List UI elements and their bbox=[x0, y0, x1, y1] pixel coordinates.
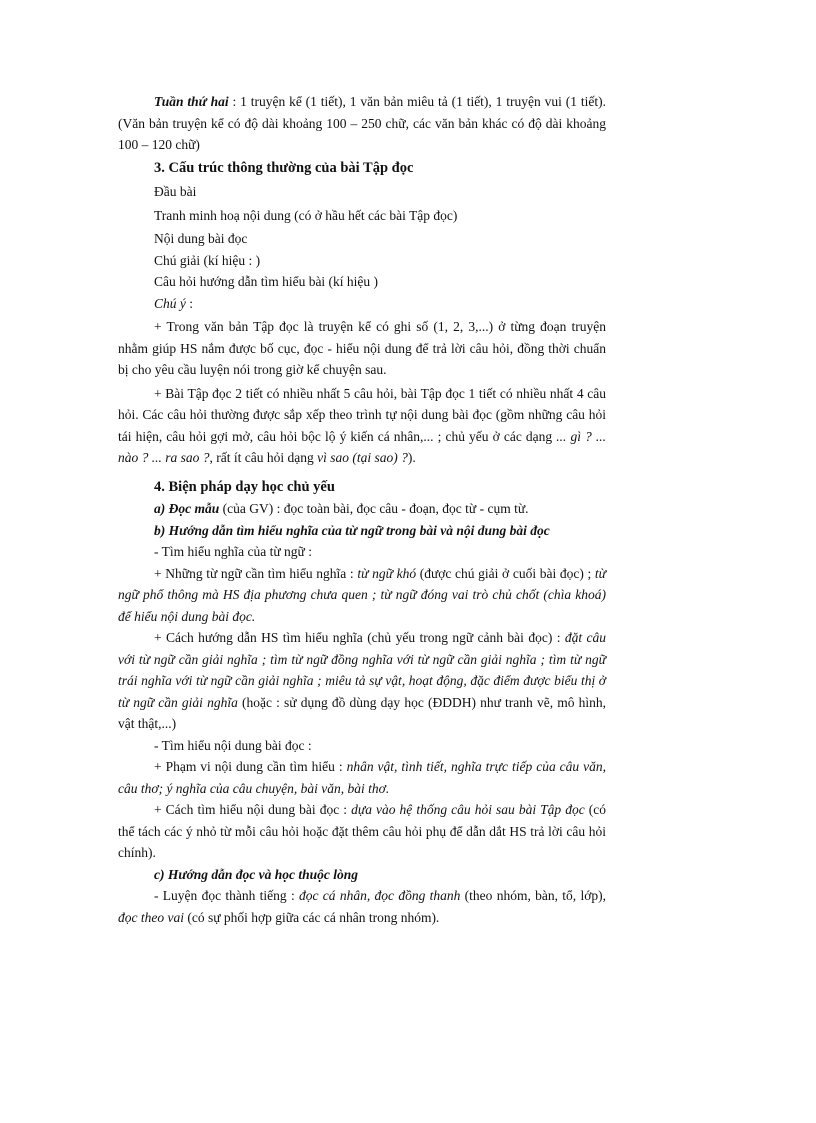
item-b-3-text-b: đặt câu với từ ngữ cần giải nghĩa ; tìm từ ngữ đồng nghĩa với từ ngữ cần giải nghĩa ; tìm từ ngữ trái nghĩa với từ ngữ cần giải nghĩa ; miêu tả sự vật, hoạt động, đặc điểm được biểu thị ở từ ngữ cần giải nghĩa bbox=[118, 630, 606, 710]
item-c-1-text-e: (có sự phối hợp giữa các cá nhân trong nhóm). bbox=[183, 909, 440, 925]
item-b-6 bbox=[118, 799, 606, 864]
item-b-3-text-a: + Cách hướng dẫn HS tìm hiểu nghĩa (chủ yếu trong ngữ cảnh bài đọc) : bbox=[154, 630, 565, 645]
item-c-1-text-b: đọc cá nhân, đọc đồng thanh bbox=[299, 888, 461, 903]
item-b-6-text-c: (có thể tách các ý nhỏ từ mỗi câu hỏi hoặc đặt thêm câu hỏi phụ để dẫn dắt HS trả lời câu hỏi chính). bbox=[118, 802, 606, 860]
section-3-heading: 3. Cấu trúc thông thường của bài Tập đọc bbox=[154, 159, 414, 176]
item-c-1-text-a: - Luyện đọc thành tiếng : bbox=[154, 888, 300, 903]
section-4-heading: 4. Biện pháp dạy học chủ yếu bbox=[154, 478, 335, 495]
structure-item-1: Đầu bài bbox=[154, 184, 197, 199]
item-b-4: - Tìm hiểu nội dung bài đọc : bbox=[154, 737, 312, 753]
item-c-1-text-d: đọc theo vai bbox=[118, 909, 184, 925]
item-b-heading bbox=[118, 520, 606, 542]
note-2-text-d: vì sao (tại sao) ? bbox=[317, 450, 408, 465]
structure-item-3: Nội dung bài đọc bbox=[154, 231, 248, 246]
item-b-5 bbox=[118, 756, 606, 799]
item-b-2-text-c: (được chú giải ở cuối bài đọc) ; bbox=[416, 565, 595, 581]
structure-item-4: Chú giải (kí hiệu : ) bbox=[154, 252, 261, 268]
note-2-text-e: ). bbox=[407, 450, 416, 465]
note-label bbox=[154, 293, 606, 315]
item-b-2-text-a: + Những từ ngữ cần tìm hiểu nghĩa : bbox=[154, 565, 358, 581]
item-b-1: - Tìm hiểu nghĩa của từ ngữ : bbox=[154, 544, 312, 559]
item-a-text: (của GV) : đọc toàn bài, đọc câu - đoạn, đọc từ - cụm từ. bbox=[219, 501, 529, 516]
item-a-label: a) Đọc mẫu bbox=[154, 501, 220, 516]
item-b-6-text-b: dựa vào hệ thống câu hỏi sau bài Tập đọc bbox=[351, 802, 585, 817]
note-2-text-b: ... gì ? ... nào ? ... ra sao ? bbox=[118, 428, 606, 465]
item-b-5-text-b: nhân vật, tình tiết, nghĩa trực tiếp của câu văn, câu thơ; ý nghĩa của câu chuyện, bài văn, bài thơ. bbox=[118, 759, 606, 796]
item-b-2-text-b: từ ngữ khó bbox=[357, 565, 417, 581]
item-b-2-text-d: từ ngữ phổ thông mà HS địa phương chưa quen ; từ ngữ đóng vai trò chủ chốt (chìa khoá) để hiểu nội dung bài đọc. bbox=[118, 565, 606, 624]
note-2 bbox=[118, 383, 606, 469]
item-b-3-text-c: (hoặc : sử dụng đồ dùng dạy học (ĐDDH) như tranh vẽ, mô hình, vật thật,...) bbox=[118, 694, 606, 731]
item-b-label: b) Hướng dẫn tìm hiểu nghĩa của từ ngữ trong bài và nội dung bài đọc bbox=[154, 522, 550, 538]
item-c-1-text-c: (theo nhóm, bàn, tổ, lớp), bbox=[460, 888, 606, 903]
note-label-text: Chú ý bbox=[154, 295, 186, 311]
paragraph-week-two bbox=[118, 91, 606, 156]
item-b-5-text-a: + Phạm vi nội dung cần tìm hiểu : bbox=[154, 759, 347, 774]
week-two-label: Tuần thứ hai bbox=[154, 94, 229, 109]
structure-item-2: Tranh minh hoạ nội dung (có ở hầu hết các bài Tập đọc) bbox=[154, 207, 458, 223]
structure-item-5: Câu hỏi hướng dẫn tìm hiểu bài (kí hiệu ) bbox=[154, 274, 379, 289]
document-page bbox=[118, 91, 606, 928]
note-1: + Trong văn bản Tập đọc là truyện kể có ghi số (1, 2, 3,...) ở từng đoạn truyện nhằm giúp HS nắm được bố cục, đọc - hiểu nội dung để trả lời câu hỏi, đồng thời chuẩn bị cho yêu cầu luyện nói trong giờ kể chuyện sau. bbox=[118, 319, 606, 377]
item-b-6-text-a: + Cách tìm hiểu nội dung bài đọc : bbox=[154, 802, 352, 817]
item-c-label: c) Hướng dẫn đọc và học thuộc lòng bbox=[154, 866, 358, 882]
item-a bbox=[118, 498, 606, 520]
item-c-1 bbox=[118, 885, 606, 928]
item-b-3 bbox=[118, 627, 606, 735]
item-c-heading bbox=[118, 864, 606, 886]
item-b-2 bbox=[118, 563, 606, 628]
note-2-text-c: , rất ít câu hỏi dạng bbox=[209, 450, 318, 465]
note-2-text-a: + Bài Tập đọc 2 tiết có nhiều nhất 5 câu hỏi, bài Tập đọc 1 tiết có nhiều nhất 4 câu hỏi. Các câu hỏi thường được sắp xếp theo trình tự nội dung bài đọc (gồm những câu hỏi tái hiện, câu hỏi gợi mở, câu hỏi bộc lộ ý kiến cá nhân,... ; chủ yếu ở các dạng bbox=[118, 385, 606, 444]
week-two-text: : 1 truyện kể (1 tiết), 1 văn bản miêu tả (1 tiết), 1 truyện vui (1 tiết). (Văn bản truyện kể có độ dài khoảng 100 – 250 chữ, các văn bản khác có độ dài khoảng 100 – 120 chữ) bbox=[118, 94, 606, 152]
note-colon: : bbox=[185, 295, 194, 311]
